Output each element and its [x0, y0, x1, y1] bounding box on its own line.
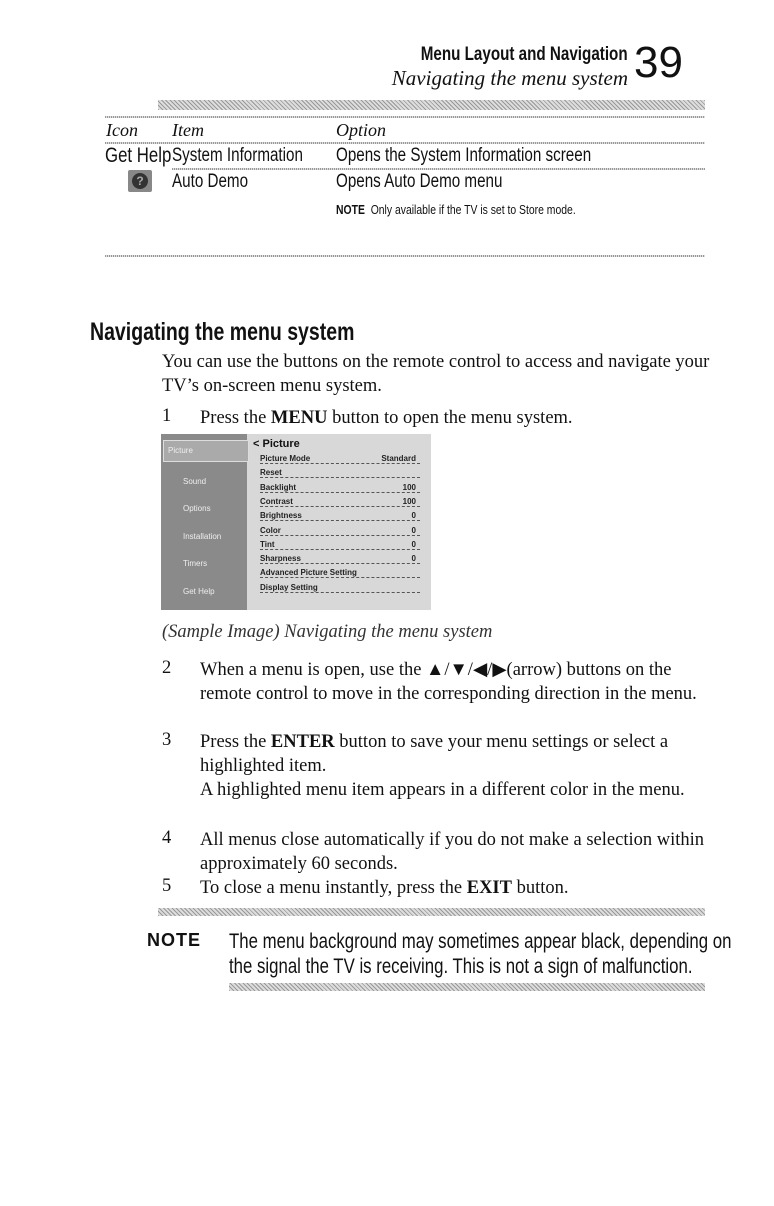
- help-icon: ?: [128, 170, 152, 192]
- menu-item-label: Tint: [260, 539, 275, 549]
- menu-item: [260, 526, 420, 536]
- menu-item: [260, 511, 420, 521]
- page-number: 39: [634, 38, 683, 87]
- table-rule: [105, 142, 705, 144]
- note-text: Only available if the TV is set to Store mode.: [370, 202, 576, 217]
- table-rule: [105, 255, 705, 257]
- menu-item: [260, 583, 420, 593]
- menu-item-value: 0: [411, 511, 416, 521]
- menu-item-label: Picture Mode: [260, 454, 311, 463]
- col-header-option: Option: [336, 120, 387, 140]
- row-item: System Information: [172, 145, 303, 166]
- intro-paragraph: You can use the buttons on the remote control to access and navigate your TV’s on-screen menu system.: [162, 352, 710, 396]
- step-5: To close a menu instantly, press the EXIT button.: [200, 878, 569, 898]
- menu-sidebar-item: Get Help: [183, 587, 215, 596]
- icon-label: Get Help: [105, 144, 172, 167]
- menu-item: [260, 540, 420, 550]
- menu-item: [260, 483, 420, 493]
- menu-item: [260, 568, 420, 578]
- menu-sidebar: [161, 434, 247, 610]
- menu-item-label: Color: [260, 525, 281, 535]
- menu-sidebar-item: Picture: [163, 440, 249, 462]
- menu-item: [260, 497, 420, 507]
- image-caption: (Sample Image) Navigating the menu system: [162, 622, 493, 642]
- menu-sidebar-item: Installation: [183, 532, 222, 541]
- menu-item-label: Brightness: [260, 511, 302, 521]
- menu-item-value: 100: [402, 496, 416, 506]
- section-heading: Navigating the menu system: [90, 318, 355, 346]
- menu-title: < Picture: [253, 438, 300, 450]
- note-line: The menu background may sometimes appear black, depending on: [229, 930, 732, 953]
- row-item: Auto Demo: [172, 171, 249, 192]
- divider-bar: [229, 983, 705, 991]
- step-2: When a menu is open, use the ▲/▼/◀/▶(arrow) buttons on the remote control to move in the corresponding direction in the menu.: [200, 660, 697, 704]
- step-number: 3: [162, 730, 172, 750]
- step-1: Press the MENU button to open the menu system.: [200, 408, 573, 428]
- row-option: Opens the System Information screen: [336, 145, 592, 166]
- step-3: Press the ENTER button to save your menu settings or select a highlighted item. A highlighted menu item appears in a different color in the menu.: [200, 732, 685, 800]
- sample-menu-image: [161, 434, 431, 610]
- table-rule: [105, 116, 705, 118]
- step-number: 1: [162, 406, 172, 426]
- menu-item-value: 100: [402, 482, 416, 492]
- table-rule: [172, 168, 705, 170]
- menu-item-value: Standard: [381, 454, 416, 463]
- menu-item-value: 0: [411, 525, 416, 535]
- menu-item: [260, 554, 420, 564]
- note-line: the signal the TV is receiving. This is not a sign of malfunction.: [229, 955, 693, 978]
- header-subtitle: Navigating the menu system: [391, 66, 628, 90]
- menu-item-label: Contrast: [260, 496, 293, 506]
- step-number: 4: [162, 828, 172, 848]
- row-option: Opens Auto Demo menu: [336, 171, 503, 192]
- menu-item-label: Display Setting: [260, 582, 318, 592]
- divider-bar: [158, 908, 705, 916]
- menu-sidebar-item: Timers: [183, 559, 208, 568]
- col-header-icon: Icon: [106, 120, 138, 140]
- step-number: 2: [162, 658, 172, 678]
- note-label: NOTE: [336, 202, 365, 217]
- table-note: [336, 202, 576, 217]
- menu-item-value: 0: [411, 554, 416, 564]
- divider-bar: [158, 100, 705, 110]
- menu-item: [260, 454, 420, 464]
- menu-item-label: Advanced Picture Setting: [260, 568, 357, 578]
- step-number: 5: [162, 876, 172, 896]
- step-4: All menus close automatically if you do not make a selection within approximately 60 seconds.: [200, 830, 705, 874]
- col-header-item: Item: [172, 120, 204, 140]
- menu-sidebar-item: Options: [183, 504, 211, 513]
- menu-sidebar-item: Sound: [183, 477, 207, 486]
- menu-item-value: 0: [411, 539, 416, 549]
- menu-item-label: Sharpness: [260, 554, 301, 564]
- menu-item-label: Reset: [260, 468, 282, 478]
- menu-item: [260, 468, 420, 478]
- note-label: NOTE: [147, 930, 202, 950]
- header-title: Menu Layout and Navigation: [421, 44, 628, 65]
- menu-item-label: Backlight: [260, 482, 297, 492]
